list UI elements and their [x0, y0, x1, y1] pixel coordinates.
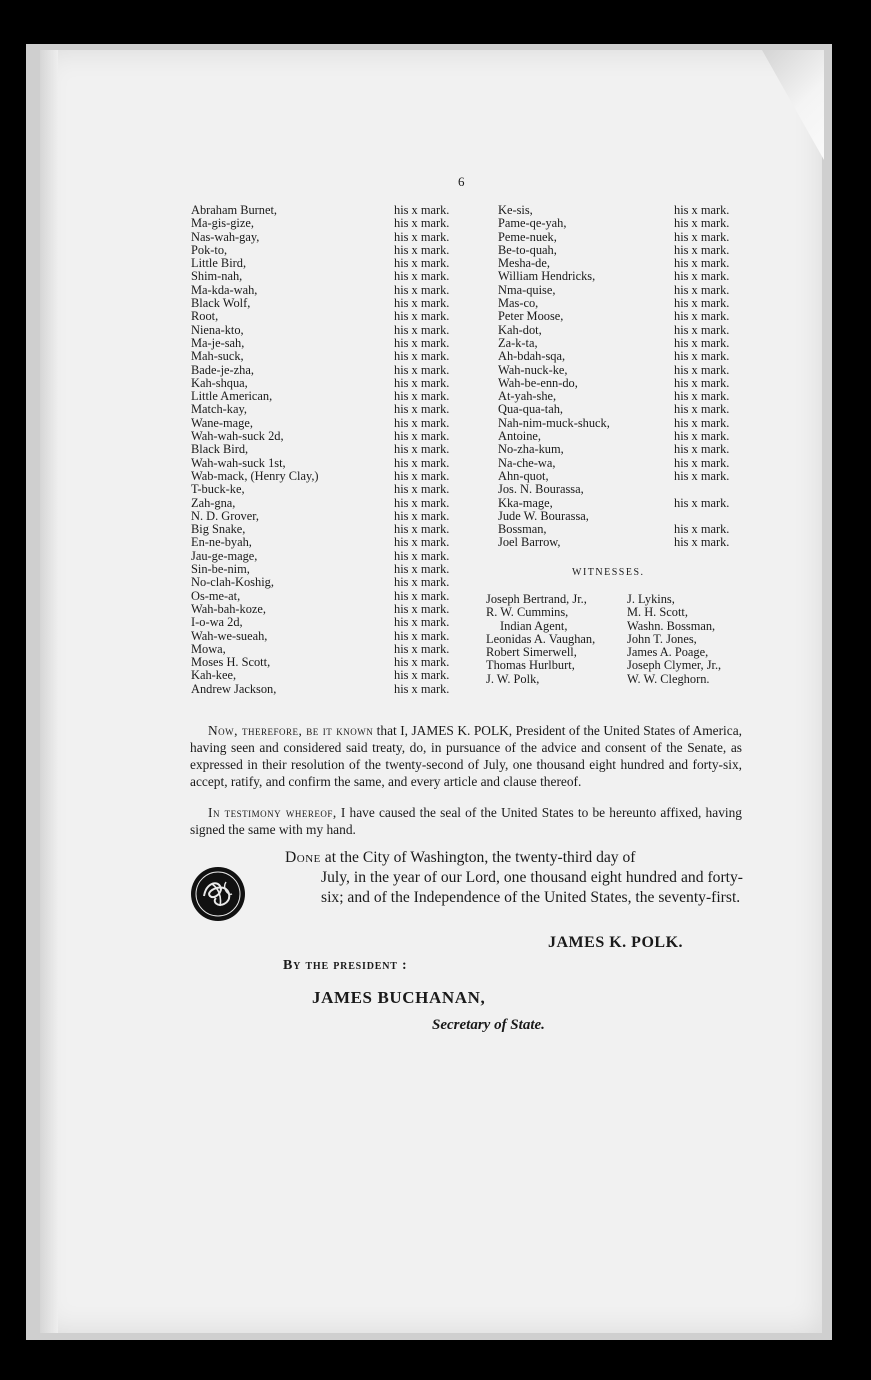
signatory-row [498, 350, 742, 363]
secretary-title: Secretary of State. [432, 1017, 545, 1033]
signatory-name: Black Bird, [191, 442, 249, 457]
signatory-name: Match-kay, [191, 402, 247, 417]
signatory-row [191, 217, 461, 230]
signatory-mark: his x mark. [674, 535, 730, 550]
signatory-mark: his x mark. [394, 615, 450, 630]
signatory-row [498, 231, 742, 244]
signatory-row [498, 337, 742, 350]
signatory-name: Zah-gna, [191, 495, 236, 510]
signatory-name: Nas-wah-gay, [191, 229, 260, 244]
signatory-mark: his x mark. [394, 309, 450, 324]
signatory-mark: his x mark. [394, 601, 450, 616]
signatory-mark: his x mark. [394, 375, 450, 390]
signatory-name: Wah-bah-koze, [191, 601, 267, 616]
signatory-mark: his x mark. [674, 229, 730, 244]
signatory-row [191, 310, 461, 323]
signatory-mark: his x mark. [394, 242, 450, 257]
signatory-mark: his x mark. [394, 495, 450, 510]
signatory-mark: his x mark. [394, 668, 450, 683]
signatory-row [191, 669, 461, 682]
signatory-name: Wah-wah-suck 1st, [191, 455, 286, 470]
signatory-name: Pok-to, [191, 242, 228, 257]
signatory-mark: his x mark. [394, 402, 450, 417]
signatory-mark: his x mark. [394, 229, 450, 244]
signatory-mark: his x mark. [674, 269, 730, 284]
signatory-row [191, 297, 461, 310]
signatory-mark: his x mark. [394, 442, 450, 457]
signatory-mark: his x mark. [674, 429, 730, 444]
signatory-name: Ahn-quot, [498, 468, 549, 483]
signatory-name: Ke-sis, [498, 203, 533, 217]
witness-name: W. W. Cleghorn. [627, 671, 710, 686]
signatory-row [191, 603, 461, 616]
signatory-mark: his x mark. [674, 375, 730, 390]
signatory-row [498, 284, 742, 297]
signatory-name: Niena-kto, [191, 322, 244, 337]
signatory-row [191, 390, 461, 403]
signatory-row [498, 257, 742, 270]
signatory-mark: his x mark. [394, 203, 450, 217]
signatory-mark: his x mark. [674, 322, 730, 337]
seal-icon [190, 866, 246, 922]
signatory-row [191, 443, 461, 456]
signatory-name: Black Wolf, [191, 296, 251, 311]
signatory-row [191, 457, 461, 470]
signatory-name: Peter Moose, [498, 309, 564, 324]
signatory-name: Kka-mage, [498, 495, 553, 510]
signatory-row [498, 497, 742, 510]
secretary-name: JAMES BUCHANAN, [312, 988, 486, 1007]
signatory-mark: his x mark. [674, 349, 730, 364]
page-edge [40, 50, 58, 1333]
witness-name: John T. Jones, [627, 631, 697, 646]
signatory-name: Nah-nim-muck-shuck, [498, 415, 610, 430]
signatory-row [498, 364, 742, 377]
signatory-mark: his x mark. [394, 335, 450, 350]
signatory-row [191, 231, 461, 244]
signatory-mark: his x mark. [394, 522, 450, 537]
signatory-row [191, 284, 461, 297]
signatory-name: Joel Barrow, [498, 535, 561, 550]
signatory-mark: his x mark. [394, 562, 450, 577]
signatory-mark: his x mark. [394, 429, 450, 444]
signatory-row [191, 510, 461, 523]
signatory-name: Nma-quise, [498, 282, 556, 297]
witnesses-right-column [627, 593, 747, 686]
signatory-name: Ma-kda-wah, [191, 282, 258, 297]
by-the-president-label: By the president : [283, 958, 408, 973]
signatory-row [191, 430, 461, 443]
witness-name: R. W. Cummins, [486, 605, 569, 620]
signatory-name: Little American, [191, 389, 273, 404]
signatory-mark: his x mark. [674, 282, 730, 297]
signatory-row [498, 204, 742, 217]
signatory-row [498, 470, 742, 483]
signatory-name: Wane-mage, [191, 415, 253, 430]
signatory-row [191, 656, 461, 669]
signatory-name: William Hendricks, [498, 269, 596, 284]
signatory-name: Little Bird, [191, 256, 247, 271]
signatory-name: Jau-ge-mage, [191, 548, 258, 563]
signatory-row [191, 523, 461, 536]
signatory-name: Os-me-at, [191, 588, 241, 603]
signatory-row [191, 590, 461, 603]
signatory-name: Moses H. Scott, [191, 655, 271, 670]
signatory-row [191, 497, 461, 510]
signatory-row [191, 270, 461, 283]
signatory-name: Antoine, [498, 429, 542, 444]
signatory-mark: his x mark. [674, 415, 730, 430]
ratification-paragraph [190, 722, 742, 790]
witness-name: Thomas Hurlburt, [486, 658, 575, 673]
witness-name: James A. Poage, [627, 645, 709, 660]
signatory-row [498, 403, 742, 416]
signatory-name: At-yah-she, [498, 389, 557, 404]
signatory-name: Wah-we-sueah, [191, 628, 268, 643]
done-lead: Done [285, 849, 321, 866]
signatory-name: Za-k-ta, [498, 335, 538, 350]
witness-name: Robert Simerwell, [486, 645, 577, 660]
proclamation-lead: Now, therefore, be it known [208, 723, 374, 738]
signatory-row [191, 377, 461, 390]
signatory-name: Wab-mack, (Henry Clay,) [191, 468, 319, 483]
done-rest: July, in the year of our Lord, one thousand eight hundred and forty-six; and of the Independence of the United States, the seventy-first. [321, 869, 743, 906]
signatory-mark: his x mark. [674, 296, 730, 311]
done-line-1: at the City of Washington, the twenty-third day of [320, 849, 636, 866]
done-paragraph [285, 848, 743, 908]
witness-name: Leonidas A. Vaughan, [486, 631, 596, 646]
signatory-name: Be-to-quah, [498, 242, 557, 257]
signatories-right-column [498, 204, 742, 550]
signatory-name: Ah-bdah-sqa, [498, 349, 566, 364]
signatory-row [191, 244, 461, 257]
signatory-row [498, 324, 742, 337]
signatory-name: Big Snake, [191, 522, 246, 537]
signatory-mark: his x mark. [674, 495, 730, 510]
witness-name: Joseph Clymer, Jr., [627, 658, 722, 673]
signatory-name: Kah-shqua, [191, 375, 248, 390]
witness-name: Indian Agent, [500, 618, 568, 633]
signatory-row [498, 523, 742, 536]
signatory-name: Andrew Jackson, [191, 681, 277, 696]
president-signature: JAMES K. POLK. [548, 934, 684, 951]
signatory-mark: his x mark. [674, 242, 730, 257]
signatory-mark: his x mark. [394, 588, 450, 603]
signatory-name: Mah-suck, [191, 349, 244, 364]
signatory-mark: his x mark. [394, 548, 450, 563]
signatory-mark: his x mark. [674, 455, 730, 470]
signatory-row [191, 337, 461, 350]
signatory-row [191, 403, 461, 416]
witness-name: Washn. Bossman, [627, 618, 716, 633]
witnesses-heading: WITNESSES. [572, 567, 645, 578]
signatory-row [498, 510, 742, 523]
signatory-row [191, 536, 461, 549]
signatory-row [498, 377, 742, 390]
signatory-name: Wah-be-enn-do, [498, 375, 578, 390]
signatory-name: Pame-qe-yah, [498, 216, 567, 231]
signatory-row [191, 563, 461, 576]
signatory-row [191, 616, 461, 629]
signatory-mark: his x mark. [394, 282, 450, 297]
signatory-mark: his x mark. [394, 322, 450, 337]
signatory-name: Kah-kee, [191, 668, 237, 683]
signatories-left-column [191, 204, 461, 696]
signatory-row [191, 550, 461, 563]
witness-name: J. W. Polk, [486, 671, 540, 686]
signatory-mark: his x mark. [394, 415, 450, 430]
testimony-lead: In testimony whereof, [208, 805, 337, 820]
signatory-mark: his x mark. [674, 309, 730, 324]
witnesses-left-column [486, 593, 636, 686]
signatory-mark: his x mark. [394, 468, 450, 483]
signatory-mark: his x mark. [394, 455, 450, 470]
signatory-row [498, 457, 742, 470]
signatory-name: Mesha-de, [498, 256, 550, 271]
signatory-row [191, 417, 461, 430]
signatory-name: N. D. Grover, [191, 508, 259, 523]
signatory-row [191, 324, 461, 337]
signatory-mark: his x mark. [674, 442, 730, 457]
signatory-row [191, 683, 461, 696]
signatory-mark: his x mark. [674, 362, 730, 377]
signatory-name: Peme-nuek, [498, 229, 557, 244]
signatory-name: Qua-qua-tah, [498, 402, 564, 417]
signatory-mark: his x mark. [394, 655, 450, 670]
signatory-mark: his x mark. [394, 641, 450, 656]
signatory-mark: his x mark. [394, 256, 450, 271]
signatory-name: Wah-nuck-ke, [498, 362, 568, 377]
signatory-row [498, 430, 742, 443]
signatory-row [191, 364, 461, 377]
signatory-mark: his x mark. [394, 681, 450, 696]
signatory-mark: his x mark. [394, 535, 450, 550]
signatory-row [498, 417, 742, 430]
signatory-name: Shim-nah, [191, 269, 243, 284]
signatory-mark: his x mark. [394, 482, 450, 497]
page-number: 6 [458, 174, 465, 189]
signatory-name: Mowa, [191, 641, 226, 656]
signatory-row [498, 390, 742, 403]
signatory-name: Mas-co, [498, 296, 539, 311]
signatory-mark: his x mark. [394, 362, 450, 377]
signatory-name: Root, [191, 309, 219, 324]
signatory-row [498, 244, 742, 257]
signatory-name: Jos. N. Bourassa, [498, 482, 584, 497]
signatory-row [498, 443, 742, 456]
signatory-name: Bossman, [498, 522, 547, 537]
testimony-text: I have caused the seal of the United States to be hereunto affixed, having signed the same with my hand. [190, 805, 742, 837]
signatory-mark: his x mark. [394, 269, 450, 284]
signatory-name: Wah-wah-suck 2d, [191, 429, 284, 444]
signatory-mark: his x mark. [394, 389, 450, 404]
signatory-name: Na-che-wa, [498, 455, 556, 470]
signatory-row [498, 270, 742, 283]
signatory-name: Abraham Burnet, [191, 203, 278, 217]
signatory-mark: his x mark. [674, 216, 730, 231]
signatory-mark: his x mark. [394, 508, 450, 523]
signatory-row [191, 350, 461, 363]
signatory-mark: his x mark. [394, 575, 450, 590]
signatory-name: Ma-gis-gize, [191, 216, 254, 231]
signatory-mark: his x mark. [394, 296, 450, 311]
signatory-row [191, 576, 461, 589]
signatory-name: Jude W. Bourassa, [498, 508, 589, 523]
signatory-name: No-clah-Koshig, [191, 575, 274, 590]
signatory-row [498, 483, 742, 496]
signatory-row [191, 643, 461, 656]
signatory-mark: his x mark. [394, 349, 450, 364]
testimony-paragraph [190, 804, 742, 838]
signatory-name: Kah-dot, [498, 322, 542, 337]
signatory-row [498, 536, 742, 549]
signatory-mark: his x mark. [394, 628, 450, 643]
signatory-row [191, 257, 461, 270]
signatory-name: I-o-wa 2d, [191, 615, 243, 630]
signatory-name: En-ne-byah, [191, 535, 252, 550]
signatory-name: T-buck-ke, [191, 482, 245, 497]
signatory-mark: his x mark. [674, 468, 730, 483]
signatory-row [498, 297, 742, 310]
signatory-row [498, 217, 742, 230]
signatory-row [191, 470, 461, 483]
signatory-row [191, 483, 461, 496]
signatory-mark: his x mark. [674, 203, 730, 217]
signatory-row [191, 630, 461, 643]
signatory-name: Bade-je-zha, [191, 362, 254, 377]
proclamation-text: that I, JAMES K. POLK, President of the United States of America, having seen and considered said treaty, do, in pursuance of the advice and consent of the Senate, as expressed in their resolution of the twenty-second of July, one thousand eight hundred and forty-six, accept, ratify, and confirm the same, and every article and clause thereof. [190, 723, 742, 789]
witness-name: M. H. Scott, [627, 605, 688, 620]
witness-name: J. Lykins, [627, 592, 675, 606]
signatory-name: No-zha-kum, [498, 442, 564, 457]
signatory-mark: his x mark. [674, 389, 730, 404]
signatory-mark: his x mark. [674, 256, 730, 271]
signatory-mark: his x mark. [674, 402, 730, 417]
signatory-mark: his x mark. [674, 335, 730, 350]
signatory-mark: his x mark. [394, 216, 450, 231]
signatory-name: Sin-be-nim, [191, 562, 250, 577]
witness-name: Joseph Bertrand, Jr., [486, 592, 587, 606]
signatory-row [498, 310, 742, 323]
signatory-row [191, 204, 461, 217]
signatory-mark: his x mark. [674, 522, 730, 537]
signatory-name: Ma-je-sah, [191, 335, 245, 350]
